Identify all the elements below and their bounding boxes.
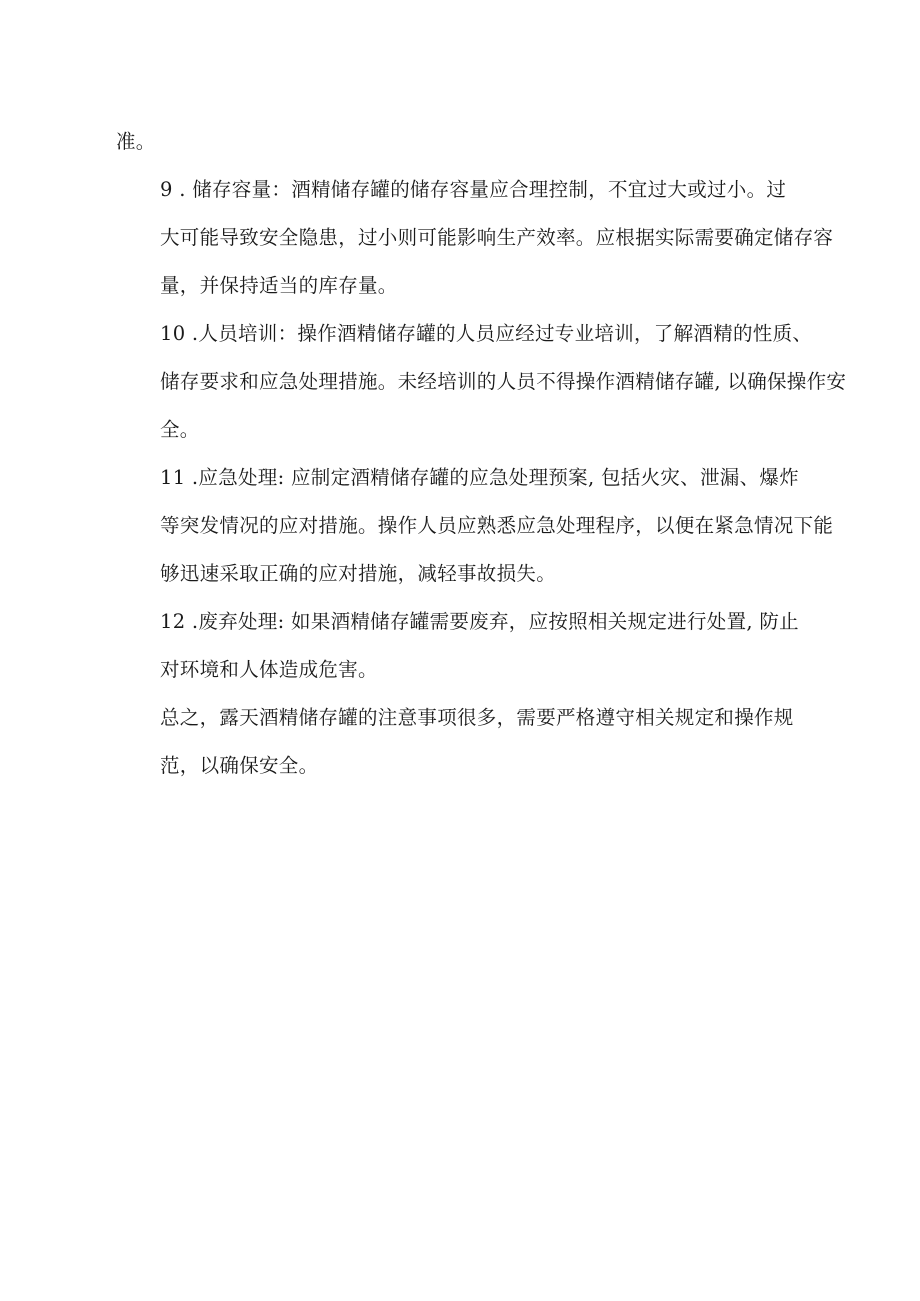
text-line: 等突发情况的应对措施。操作人员应熟悉应急处理程序，以便在紧急情况下能 xyxy=(160,514,834,537)
text-line: 大可能导致安全隐患，过小则可能影响生产效率。应根据实际需要确定储存容 xyxy=(160,226,834,249)
text-line: 范，以确保安全。 xyxy=(160,754,319,777)
paragraph-continuation xyxy=(116,118,806,166)
document-body xyxy=(116,118,847,790)
text-line: 9 . 储存容量：酒精储存罐的储存容量应合理控制，不宜过大或过小。过 xyxy=(160,178,787,201)
text-line: 量，并保持适当的库存量。 xyxy=(160,274,398,297)
text-line: 储存要求和应急处理措施。未经培训的人员不得操作酒精储存罐, 以确保操作安 xyxy=(160,370,847,393)
text-line: 总之，露天酒精储存罐的注意事项很多，需要严格遵守相关规定和操作规 xyxy=(160,706,794,729)
paragraph-personnel-training xyxy=(116,310,847,454)
text-line: 够迅速采取正确的应对措施，减轻事故损失。 xyxy=(160,562,557,585)
text-line: 12 .废弃处理: 如果酒精储存罐需要废弃，应按照相关规定进行处置, 防止 xyxy=(160,610,799,633)
paragraph-storage-capacity xyxy=(116,166,834,310)
paragraph-emergency-handling xyxy=(116,454,834,598)
paragraph-conclusion xyxy=(116,694,806,790)
paragraph-disposal xyxy=(116,598,806,694)
text-line: 对环境和人体造成危害。 xyxy=(160,658,378,681)
text-line: 11 .应急处理: 应制定酒精储存罐的应急处理预案, 包括火灾、泄漏、爆炸 xyxy=(160,466,799,489)
text-line: 全。 xyxy=(160,418,200,441)
text-line: 准。 xyxy=(116,130,156,153)
text-line: 10 .人员培训：操作酒精储存罐的人员应经过专业培训，了解酒精的性质、 xyxy=(160,322,813,345)
